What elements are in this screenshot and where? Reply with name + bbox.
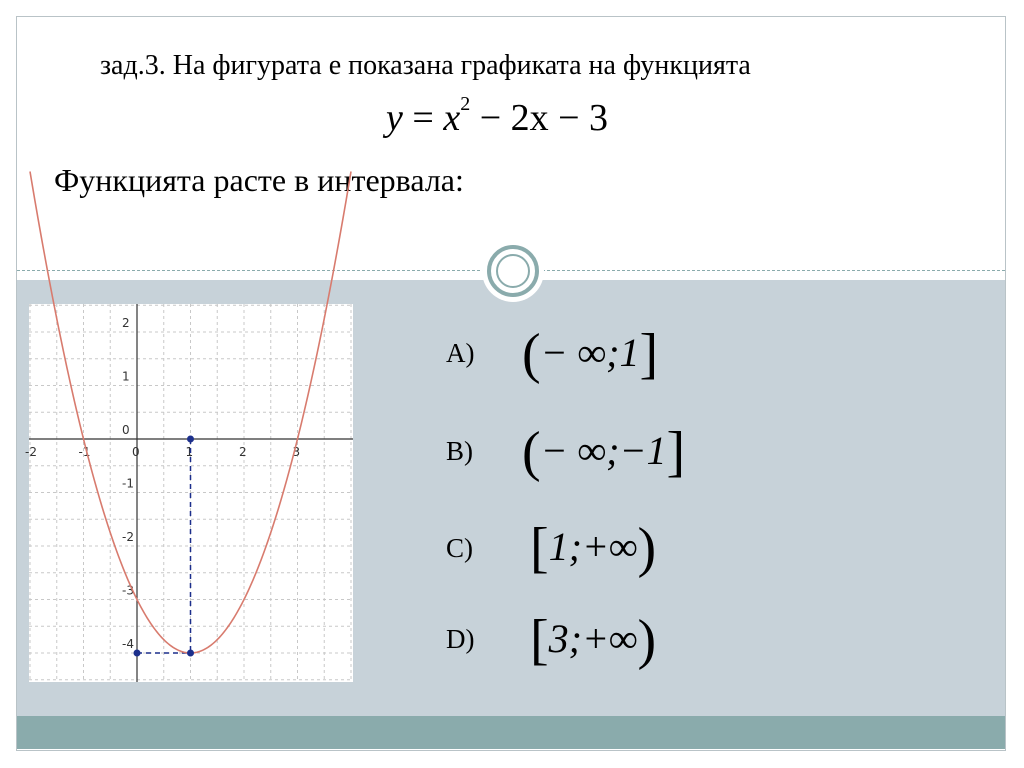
option-d-label: D) <box>446 624 475 654</box>
task-title: зад.3. На фигурата е показана графиката на функцията <box>100 50 751 81</box>
x-tick-label: -2 <box>25 445 37 459</box>
formula-exponent: 2 <box>460 93 471 116</box>
y-tick-label: 0 <box>122 423 130 437</box>
y-tick-label: -2 <box>122 530 134 544</box>
option-c-label: C) <box>446 533 473 563</box>
y-tick-label: 1 <box>122 369 130 384</box>
x-tick-label: -1 <box>78 445 91 459</box>
formula-lhs: y <box>386 97 403 139</box>
marked-point <box>187 436 194 443</box>
question-text: Функцията расте в интервала: <box>54 162 464 198</box>
formula-rest: − 2x − 3 <box>479 97 609 139</box>
graph-svg <box>25 304 353 682</box>
circle-ornament-core <box>496 254 530 288</box>
x-tick-label: 2 <box>239 445 247 459</box>
x-tick-label: 1 <box>185 445 194 459</box>
formula-equals: = <box>412 97 434 139</box>
y-tick-label: 2 <box>122 316 130 330</box>
option-c-interval: [1;+∞) <box>530 517 657 579</box>
marked-point <box>187 650 194 657</box>
option-a-label: A) <box>446 338 475 368</box>
function-formula <box>386 93 609 140</box>
y-tick-label: -4 <box>122 637 134 651</box>
option-b-label: B) <box>446 436 473 466</box>
x-tick-label: 3 <box>292 445 301 459</box>
marked-point <box>134 650 141 657</box>
option-d-interval: [3;+∞) <box>530 609 657 671</box>
function-graph <box>25 304 353 682</box>
formula-variable: x <box>443 97 461 139</box>
y-tick-label: -1 <box>122 476 134 491</box>
y-tick-label: -3 <box>122 583 134 598</box>
option-a-interval: (− ∞;1] <box>522 323 659 385</box>
option-b-interval: (− ∞;−1] <box>522 421 686 483</box>
x-tick-label: 0 <box>132 445 140 459</box>
